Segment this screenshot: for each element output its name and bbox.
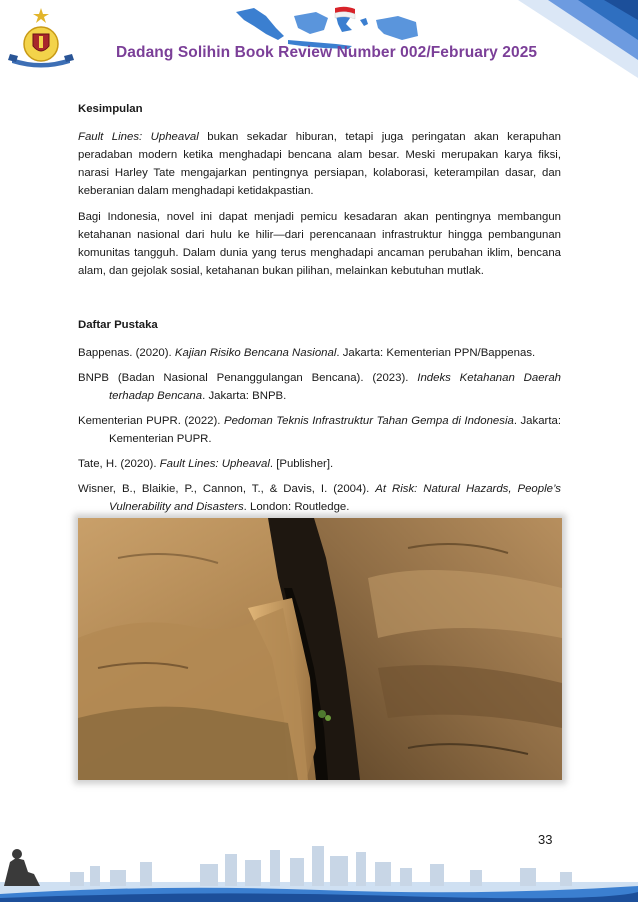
page-number: 33 [538,832,553,847]
reference-publisher: . Jakarta: Kementerian PPN/Bappenas. [336,347,536,359]
reference-title: Pedoman Teknis Infrastruktur Tahan Gempa di Indonesia [223,415,514,427]
reference-title: Fault Lines: Upheaval [159,458,270,470]
book-title-italic: Fault Lines: Upheaval [78,131,199,143]
conclusion-heading: Kesimpulan [78,103,143,115]
reference-item [78,344,561,362]
reference-item [78,369,561,405]
reference-item [78,455,561,473]
reference-publisher: . Jakarta: BNPB. [202,390,287,402]
references-heading: Daftar Pustaka [78,319,158,331]
corner-stripes-decoration [508,0,638,78]
cracked-earth-illustration [78,518,562,780]
indonesia-flag-icon [334,6,356,22]
reference-author: BNPB (Badan Nasional Penanggulangan Bencana). (2023). [78,372,418,384]
reference-publisher: . Jakarta: Kementerian PUPR. [109,415,562,445]
reference-item [78,480,561,516]
reference-title: Kajian Risiko Bencana Nasional [174,347,337,359]
reference-publisher: . [Publisher]. [269,458,334,470]
institution-emblem-icon [8,6,74,70]
reference-publisher: . London: Routledge. [243,501,350,513]
footer-skyline-decoration [0,842,638,902]
reference-author: Wisner, B., Blaikie, P., Cannon, T., & Davis, I. (2004). [78,483,376,495]
reference-title: Indeks Ketahanan Daerah terhadap Bencana [109,372,561,402]
reference-item [78,412,561,448]
page-header [0,0,638,80]
conclusion-paragraph-2: Bagi Indonesia, novel ini dapat menjadi pemicu kesadaran akan pentingnya membangun ketahanan nasional dari hulu ke hilir—dari perencanaan infrastruktur hingga pembangunan komunitas tangguh. Dalam dunia yang terus menghadapi ancaman perubahan iklim, bencana alam, dan gejolak sosial, ketahanan bukan pilihan, melainkan kebutuhan mutlak. [78,211,561,277]
reference-author: Bappenas. (2020). [78,347,175,359]
reference-author: Kementerian PUPR. (2022). [78,415,224,427]
reference-author: Tate, H. (2020). [78,458,160,470]
conclusion-paragraph-1 [78,128,561,200]
reference-title: At Risk: Natural Hazards, People’s Vulnerability and Disasters [109,483,561,513]
conclusion-paragraph-1-text: bukan sekadar hiburan, tetapi juga peringatan akan kerapuhan peradaban modern ketika menghadapi bencana alam besar. Meski merupakan karya fiksi, narasi Harley Tate mengajarkan pentingnya persiapan, kolaborasi, keterampilan dasar, dan keberanian dalam menghadapi ketidakpastian. [78,131,561,197]
cracked-earth-photo [78,518,562,780]
page-content [78,100,561,523]
header-title: Dadang Solihin Book Review Number 002/February 2025 [116,44,538,61]
